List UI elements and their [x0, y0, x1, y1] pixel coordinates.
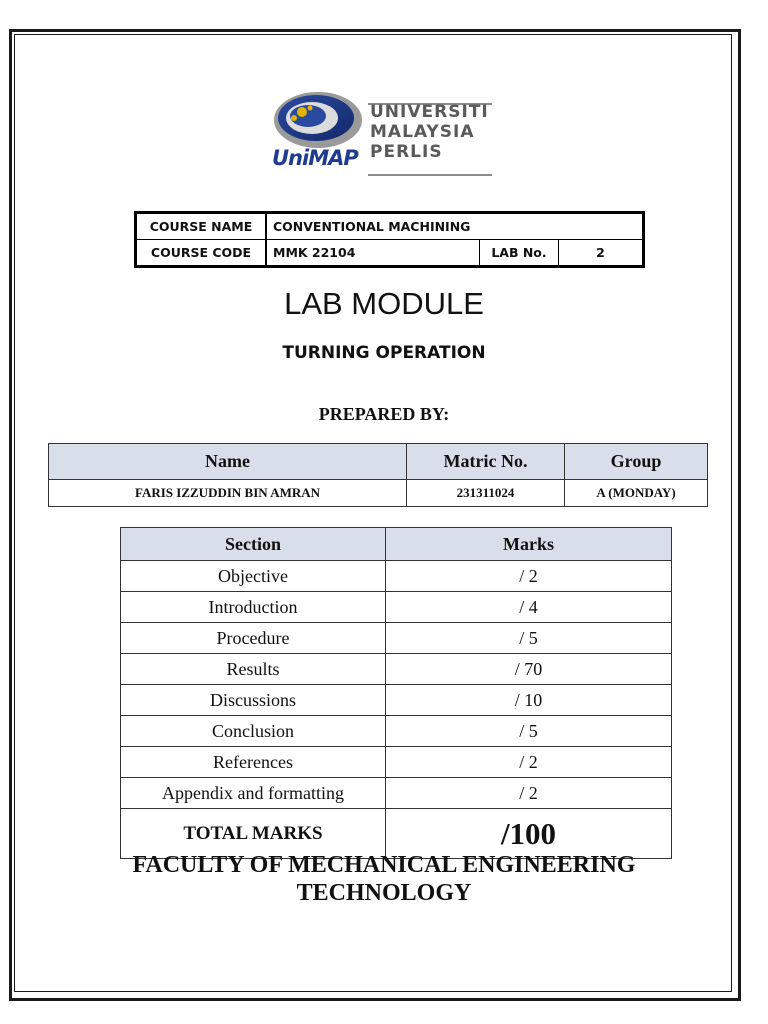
lab-no-value: 2: [559, 240, 644, 267]
section-marks: / 2: [386, 747, 672, 778]
section-label: Conclusion: [121, 716, 386, 747]
logo-line-universiti: UNIVERSITI: [370, 102, 489, 122]
logo-line-malaysia: MALAYSIA: [370, 122, 475, 142]
table-row: [121, 716, 672, 747]
header-section: Section: [121, 528, 386, 561]
section-label: Objective: [121, 561, 386, 592]
course-name-value: CONVENTIONAL MACHINING: [266, 213, 644, 240]
section-label: References: [121, 747, 386, 778]
faculty-name: [0, 851, 768, 907]
marks-header-row: [121, 528, 672, 561]
section-marks: / 70: [386, 654, 672, 685]
logo-line-perlis: PERLIS: [370, 142, 443, 162]
course-code-label: COURSE CODE: [136, 240, 267, 267]
marks-table: [120, 527, 672, 859]
table-row: [121, 592, 672, 623]
course-name-row: [136, 213, 644, 240]
students-header-row: [49, 444, 708, 480]
prepared-by-heading: PREPARED BY:: [318, 404, 450, 424]
table-row: [121, 561, 672, 592]
section-label: Introduction: [121, 592, 386, 623]
faculty-line-2: TECHNOLOGY: [296, 880, 472, 906]
header-matric: Matric No.: [407, 444, 565, 480]
logo-wordmark: [370, 102, 489, 162]
unimap-emblem-icon: [272, 88, 370, 150]
logo-rule-bottom: [368, 174, 492, 176]
course-code-value: MMK 22104: [266, 240, 480, 267]
section-marks: / 10: [386, 685, 672, 716]
section-label: Procedure: [121, 623, 386, 654]
table-row: [121, 654, 672, 685]
table-row: [49, 480, 708, 507]
total-marks-value: /100: [386, 809, 672, 859]
student-name: FARIS IZZUDDIN BIN AMRAN: [49, 480, 407, 507]
table-row: [121, 685, 672, 716]
section-label: Appendix and formatting: [121, 778, 386, 809]
table-row: [121, 623, 672, 654]
header-marks: Marks: [386, 528, 672, 561]
logo-brand: UniMAP: [272, 146, 358, 170]
course-info-table: [134, 211, 645, 268]
total-marks-label: TOTAL MARKS: [121, 809, 386, 859]
section-marks: / 5: [386, 716, 672, 747]
header-group: Group: [565, 444, 708, 480]
students-table: [48, 443, 708, 507]
student-matric: 231311024: [407, 480, 565, 507]
section-label: Results: [121, 654, 386, 685]
course-code-row: [136, 240, 644, 267]
section-marks: / 2: [386, 778, 672, 809]
table-row: [121, 778, 672, 809]
header-name: Name: [49, 444, 407, 480]
course-name-label: COURSE NAME: [136, 213, 267, 240]
university-logo: [270, 88, 495, 180]
student-group: A (MONDAY): [565, 480, 708, 507]
section-marks: / 4: [386, 592, 672, 623]
section-label: Discussions: [121, 685, 386, 716]
faculty-line-1: FACULTY OF MECHANICAL ENGINEERING: [132, 852, 636, 878]
lab-no-label: LAB No.: [480, 240, 559, 267]
section-marks: / 5: [386, 623, 672, 654]
section-marks: / 2: [386, 561, 672, 592]
page-subtitle: TURNING OPERATION: [282, 343, 486, 363]
table-row: [121, 747, 672, 778]
page-title: LAB MODULE: [284, 286, 484, 321]
